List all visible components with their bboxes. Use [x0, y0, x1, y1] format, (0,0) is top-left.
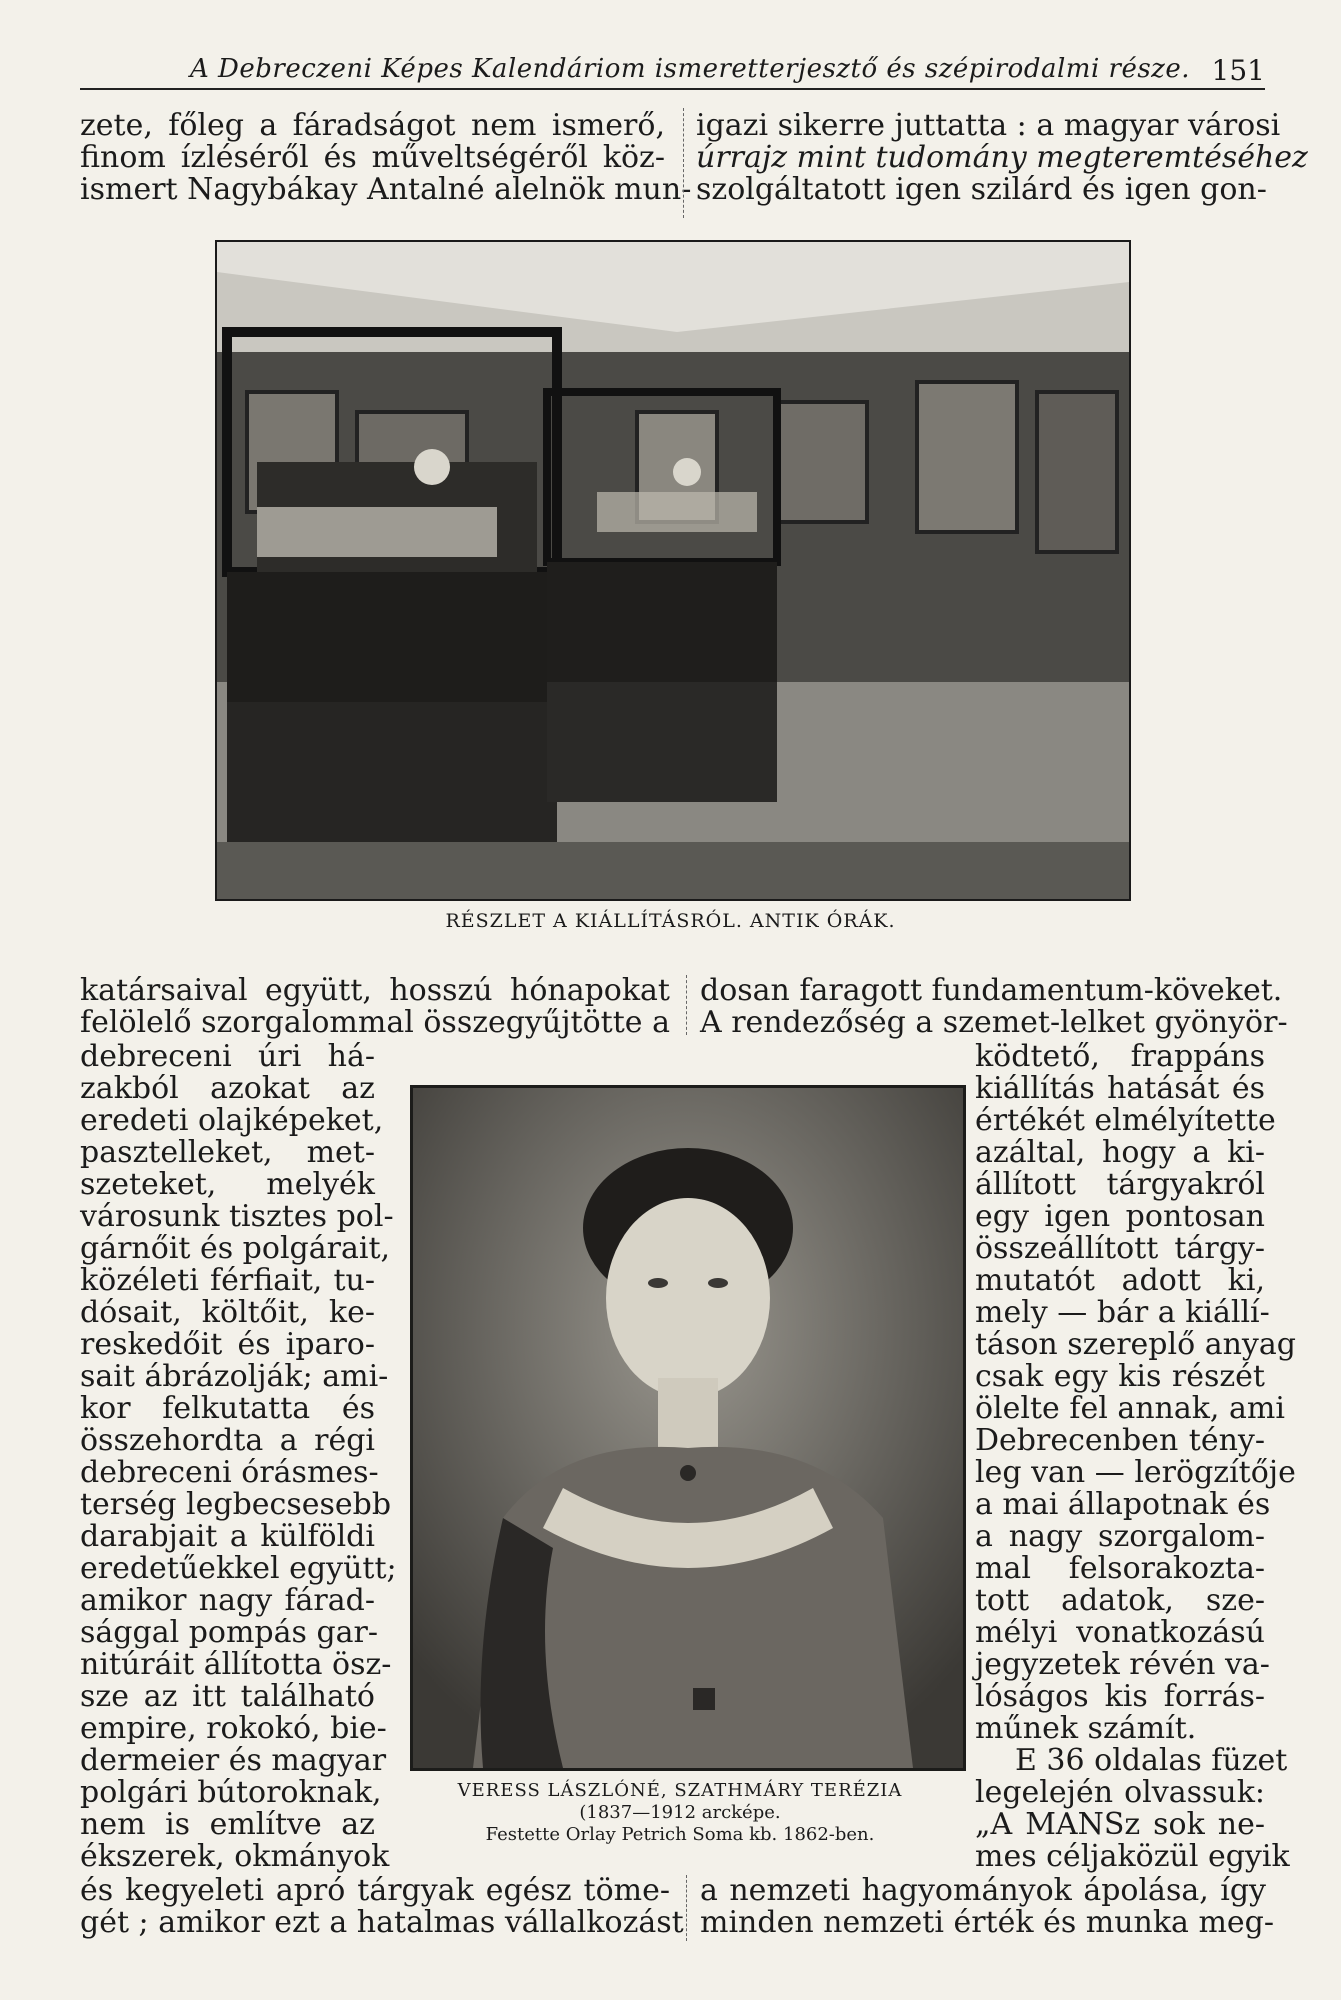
- text-line: lóságos kis forrás-: [975, 1679, 1265, 1714]
- text-line: dermeier és magyar: [80, 1743, 387, 1778]
- text-line: igazi sikerre juttatta : a magyar városi: [696, 108, 1281, 143]
- text-line: állított tárgyakról: [975, 1167, 1265, 1202]
- text-line: kiállítás hatását és: [975, 1071, 1265, 1106]
- text-line: mely — bár a kiállí-: [975, 1295, 1270, 1330]
- mid-right-column: [700, 973, 1288, 1040]
- bottom-right-column: [700, 1873, 1274, 1940]
- text-line: nitúráit állította ösz-: [80, 1647, 392, 1682]
- text-line: amikor nagy fárad-: [80, 1583, 375, 1618]
- text-line: Debrecenben tény-: [975, 1423, 1265, 1458]
- text-line: leg van — lerögzítője: [975, 1455, 1296, 1490]
- text-line: mélyi vonatkozású: [975, 1615, 1265, 1650]
- text-line: gét ; amikor ezt a hatalmas vállalkozást: [80, 1905, 684, 1940]
- text-line: katársaival együtt, hosszú hónapokat: [80, 973, 670, 1008]
- left-narrow-column: [80, 1039, 397, 1874]
- portrait-caption: [400, 1780, 960, 1846]
- column-divider: [686, 975, 687, 1035]
- page-number: 151: [1211, 54, 1265, 87]
- text-line: sággal pompás gar-: [80, 1615, 379, 1650]
- text-line: a nemzeti hagyományok ápolása, így: [700, 1873, 1266, 1908]
- portrait-illustration: [413, 1088, 963, 1768]
- text-line: a nagy szorgalom-: [975, 1519, 1265, 1554]
- text-line: minden nemzeti érték és munka meg-: [700, 1905, 1274, 1940]
- text-line: ismert Nagybákay Antalné alelnök mun-: [80, 172, 692, 207]
- text-line: dósait, költőit, ke-: [80, 1295, 375, 1330]
- text-line: terség legbecsesebb: [80, 1487, 392, 1522]
- portrait-painting: [410, 1085, 966, 1771]
- text-line: közéleti férfiait, tu-: [80, 1263, 375, 1298]
- text-line: szolgáltatott igen szilárd és igen gon-: [696, 172, 1267, 207]
- text-line: zakból azokat az: [80, 1071, 375, 1106]
- text-line: gárnőit és polgárait,: [80, 1231, 391, 1266]
- top-right-column: [696, 108, 1308, 207]
- text-line: tott adatok, sze-: [975, 1583, 1265, 1618]
- text-line: kor felkutatta és: [80, 1391, 375, 1426]
- text-line: polgári bútoroknak,: [80, 1775, 382, 1810]
- text-line: jegyzetek révén va-: [975, 1647, 1270, 1682]
- text-line: és kegyeleti apró tárgyak egész töme-: [80, 1873, 670, 1908]
- text-line: „A MANSz sok ne-: [975, 1807, 1265, 1842]
- text-line: műnek számít.: [975, 1711, 1197, 1746]
- portrait-caption-title: VERESS LÁSZLÓNÉ, SZATHMÁRY TERÉZIA: [457, 1780, 903, 1801]
- portrait-caption-dates: (1837—1912 arcképe.: [579, 1802, 781, 1823]
- text-line: debreceni órásmes-: [80, 1455, 379, 1490]
- text-line: felölelő szorgalommal összegyűjtötte a: [80, 1005, 670, 1040]
- text-line: empire, rokokó, bie-: [80, 1711, 387, 1746]
- text-line: darabjait a külföldi: [80, 1519, 375, 1554]
- text-line: eredetűekkel együtt;: [80, 1551, 397, 1586]
- top-left-column: [80, 108, 692, 207]
- text-line: nem is említve az: [80, 1807, 375, 1842]
- photo-caption: RÉSZLET A KIÁLLÍTÁSRÓL. ANTIK ÓRÁK.: [445, 910, 896, 932]
- text-line: ölelte fel annak, ami: [975, 1391, 1285, 1426]
- text-line: ködtető, frappáns: [975, 1039, 1265, 1074]
- text-line: mutatót adott ki,: [975, 1263, 1265, 1298]
- text-line: sait ábrázolják; ami-: [80, 1359, 389, 1394]
- text-line: mal felsorakozta-: [975, 1551, 1265, 1586]
- text-line: reskedőit és iparo-: [80, 1327, 375, 1362]
- text-line: pasztelleket, met-: [80, 1135, 375, 1170]
- text-line: sze az itt található: [80, 1679, 375, 1714]
- text-line: csak egy kis részét: [975, 1359, 1265, 1394]
- text-line: egy igen pontosan: [975, 1199, 1265, 1234]
- text-line: eredeti olajképeket,: [80, 1103, 384, 1138]
- bottom-left-column: [80, 1873, 684, 1940]
- text-line: legelején olvassuk:: [975, 1775, 1265, 1810]
- text-line: debreceni úri há-: [80, 1039, 375, 1074]
- exhibition-photo-illustration: [217, 242, 1129, 899]
- text-line: összehordta a régi: [80, 1423, 375, 1458]
- text-line: szeteket, melyék: [80, 1167, 375, 1202]
- text-line: összeállított tárgy-: [975, 1231, 1265, 1266]
- header-title: A Debreczeni Képes Kalendáriom ismeretterjesztő és szépirodalmi része.: [190, 54, 1191, 84]
- running-header: [80, 48, 1265, 90]
- portrait-caption-painter: Festette Orlay Petrich Soma kb. 1862-ben.: [485, 1824, 875, 1845]
- text-line: a mai állapotnak és: [975, 1487, 1271, 1522]
- text-line: A rendezőség a szemet-lelket gyönyör-: [700, 1005, 1288, 1040]
- exhibition-photo: [215, 240, 1131, 901]
- text-line: úrrajz mint tudomány megteremtéséhez: [696, 140, 1308, 175]
- text-line: E 36 oldalas füzet: [1015, 1743, 1288, 1778]
- right-narrow-column: [975, 1039, 1296, 1874]
- mid-left-column: [80, 975, 670, 1039]
- text-line: ékszerek, okmányok: [80, 1839, 390, 1874]
- text-line: azáltal, hogy a ki-: [975, 1135, 1265, 1170]
- column-divider: [686, 1875, 687, 1941]
- text-line: dosan faragott fundamentum-köveket.: [700, 973, 1283, 1008]
- column-divider: [683, 108, 684, 218]
- text-line: értékét elmélyítette: [975, 1103, 1276, 1138]
- text-line: táson szereplő anyag: [975, 1327, 1296, 1362]
- text-line: finom ízléséről és műveltségéről köz-: [80, 140, 665, 175]
- text-line: zete, főleg a fáradságot nem ismerő,: [80, 108, 665, 143]
- text-line: városunk tisztes pol-: [80, 1199, 394, 1234]
- text-line: mes céljaközül egyik: [975, 1839, 1290, 1874]
